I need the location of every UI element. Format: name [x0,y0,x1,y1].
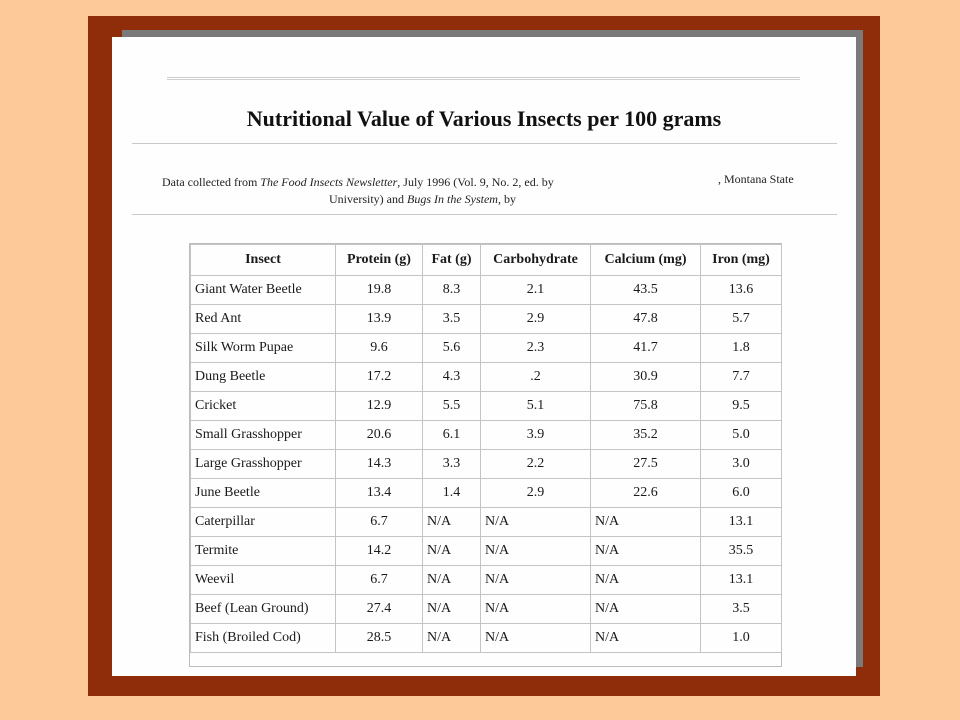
value-cell: N/A [481,537,591,566]
value-cell: 35.2 [591,421,701,450]
value-cell: 27.5 [591,450,701,479]
insect-name-cell: Large Grasshopper [191,450,336,479]
value-cell: 8.3 [423,276,481,305]
table-row [191,624,782,653]
source-details: , July 1996 (Vol. 9, No. 2, ed. by [397,175,554,189]
value-cell: 2.9 [481,305,591,334]
table-row [191,479,782,508]
value-cell: 3.5 [423,305,481,334]
table-row [191,276,782,305]
value-cell: 3.5 [701,595,782,624]
value-cell: N/A [591,508,701,537]
insect-name-cell: Fish (Broiled Cod) [191,624,336,653]
value-cell: 9.5 [701,392,782,421]
title-rule [132,143,837,144]
value-cell: N/A [423,537,481,566]
value-cell: N/A [481,624,591,653]
table-header-row [191,245,782,276]
value-cell: 7.7 [701,363,782,392]
value-cell: 41.7 [591,334,701,363]
source-line2-prefix: University) and [329,192,407,206]
value-cell: 14.3 [336,450,423,479]
source-newsletter: The Food Insects Newsletter [260,175,398,189]
value-cell: 28.5 [336,624,423,653]
value-cell: 9.6 [336,334,423,363]
value-cell: 13.6 [701,276,782,305]
document-page [112,37,856,676]
table-row [191,566,782,595]
value-cell: N/A [591,624,701,653]
table-row [191,334,782,363]
page-title: Nutritional Value of Various Insects per 100 grams [246,106,722,131]
value-cell: 4.3 [423,363,481,392]
value-cell: 1.4 [423,479,481,508]
value-cell: 27.4 [336,595,423,624]
table-row [191,595,782,624]
value-cell: 13.1 [701,508,782,537]
value-cell: 2.2 [481,450,591,479]
insect-name-cell: Caterpillar [191,508,336,537]
value-cell: .2 [481,363,591,392]
value-cell: N/A [423,595,481,624]
source-book: Bugs In the System [406,192,498,206]
value-cell: 75.8 [591,392,701,421]
value-cell: 13.9 [336,305,423,334]
table-row [191,363,782,392]
value-cell: 1.8 [701,334,782,363]
value-cell: 13.1 [701,566,782,595]
insect-name-cell: Weevil [191,566,336,595]
value-cell: 6.1 [423,421,481,450]
value-cell: N/A [591,537,701,566]
table-row [191,392,782,421]
insect-name-cell: Beef (Lean Ground) [191,595,336,624]
value-cell: 2.3 [481,334,591,363]
value-cell: 6.7 [336,508,423,537]
value-cell: 22.6 [591,479,701,508]
insect-name-cell: Giant Water Beetle [191,276,336,305]
value-cell: N/A [591,595,701,624]
value-cell: 5.5 [423,392,481,421]
source-line-2 [329,192,516,207]
value-cell: 13.4 [336,479,423,508]
value-cell: N/A [481,566,591,595]
value-cell: 6.7 [336,566,423,595]
value-cell: 20.6 [336,421,423,450]
value-cell: 5.1 [481,392,591,421]
value-cell: 19.8 [336,276,423,305]
column-header: Insect [191,245,336,276]
value-cell: 2.1 [481,276,591,305]
source-line-1 [162,175,554,190]
value-cell: 43.5 [591,276,701,305]
column-header: Iron (mg) [701,245,782,276]
top-rule [167,77,800,80]
table-row [191,508,782,537]
table-row [191,450,782,479]
table-row [191,537,782,566]
column-header: Protein (g) [336,245,423,276]
nutrition-table-container [189,243,782,667]
insect-name-cell: Dung Beetle [191,363,336,392]
value-cell: 2.9 [481,479,591,508]
value-cell: 3.0 [701,450,782,479]
value-cell: 5.0 [701,421,782,450]
value-cell: 17.2 [336,363,423,392]
value-cell: N/A [423,508,481,537]
value-cell: 12.9 [336,392,423,421]
insect-name-cell: Silk Worm Pupae [191,334,336,363]
table-row [191,305,782,334]
value-cell: N/A [423,566,481,595]
table-row [191,421,782,450]
value-cell: 6.0 [701,479,782,508]
value-cell: 5.6 [423,334,481,363]
source-line-1-right: , Montana State [718,172,794,186]
value-cell: N/A [481,508,591,537]
insect-name-cell: June Beetle [191,479,336,508]
value-cell: 47.8 [591,305,701,334]
insect-name-cell: Cricket [191,392,336,421]
value-cell: 5.7 [701,305,782,334]
insect-name-cell: Termite [191,537,336,566]
source-prefix: Data collected from [162,175,261,189]
value-cell: 1.0 [701,624,782,653]
value-cell: N/A [481,595,591,624]
value-cell: 30.9 [591,363,701,392]
column-header: Calcium (mg) [591,245,701,276]
insect-name-cell: Small Grasshopper [191,421,336,450]
value-cell: 14.2 [336,537,423,566]
value-cell: 3.9 [481,421,591,450]
source-line2-suffix: , by [497,192,516,206]
column-header: Fat (g) [423,245,481,276]
column-header: Carbohydrate [481,245,591,276]
source-rule [132,214,837,215]
value-cell: N/A [423,624,481,653]
value-cell: 35.5 [701,537,782,566]
nutrition-table [190,244,782,653]
value-cell: 3.3 [423,450,481,479]
value-cell: N/A [591,566,701,595]
insect-name-cell: Red Ant [191,305,336,334]
